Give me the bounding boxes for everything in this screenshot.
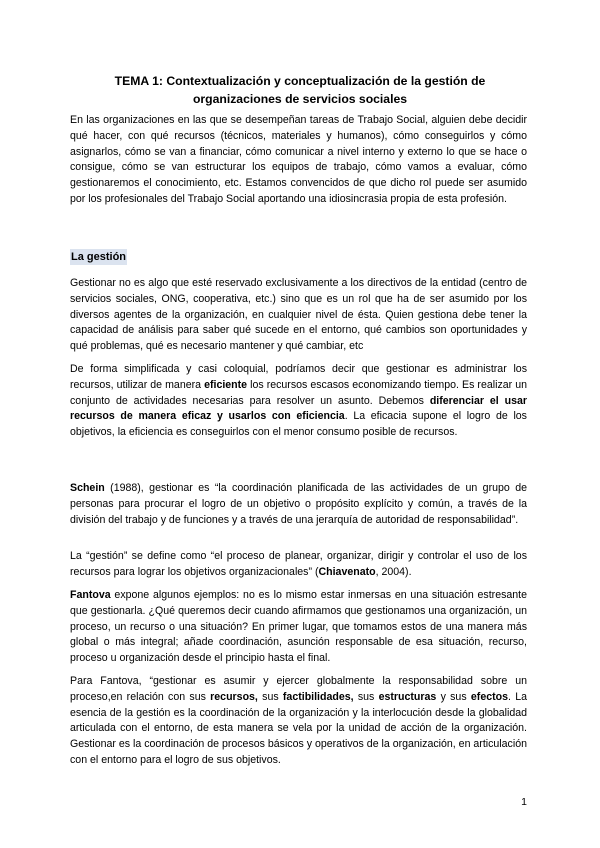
paragraph-fantova: Fantova expone algunos ejemplos: no es lo mismo estar inmersas en una situación estresante que gestionarla. ¿Qué queremos decir cuando afirmamos que gestionamos una organización, un proceso, un recurso o una situación? En primer lugar, que tomamos estos de una manera más global o más integral; añade coordinación, asunción responsable de esa situación, recurso, proceso u organización desde el principio hasta el final. bbox=[70, 589, 527, 665]
intro-paragraph: En las organizaciones en las que se desempeñan tareas de Trabajo Social, alguien debe decidir qué hacer, con qué recursos (técnicos, materiales y humanos), cómo conseguirlos y cómo asignarlos, cómo se van a financiar, cómo comunicar a nivel interno y externo lo que se hace o consigue, cómo se van estructurar los equipos de trabajo, cómo vamos a evaluar, cómo gestionaremos el conocimiento, etc. Estamos convencidos de que dicho rol puede ser asumido por los profesionales del Trabajo Social aportando una idiosincrasia propia de esta profesión. bbox=[70, 114, 527, 205]
paragraph-gestionar: Gestionar no es algo que esté reservado exclusivamente a los directivos de la entidad (centro de servicios sociales, ONG, cooperativa, etc.) sino que es un rol que ha de ser asumido por los diversos agentes de la organización, en cualquier nivel de ésta. Quien gestiona debe tener la capacidad de análisis para saber qué sucede en el entorno, qué cambios son oportunidades y qué problemas, qué es necesario mantener y qué cambiar, etc bbox=[70, 277, 527, 353]
page-number: 1 bbox=[521, 796, 527, 808]
title-line-1: TEMA 1: Contextualización y conceptualización de la gestión de bbox=[114, 74, 486, 88]
bold-schein: Schein bbox=[70, 482, 105, 494]
bold-diferenciar: diferenciar el usar recursos de manera eficaz y usarlos con eficiencia bbox=[70, 394, 527, 423]
document-title bbox=[70, 72, 530, 108]
bold-recursos: recursos, bbox=[210, 690, 258, 703]
paragraph-chiavenato: La “gestión” se define como “el proceso de planear, organizar, dirigir y controlar el uso de los recursos para lograr los objetivos organizacionales” (Chiavenato, 2004). bbox=[70, 550, 527, 578]
bold-eficiente: eficiente bbox=[204, 378, 248, 391]
title-line-2: organizaciones de servicios sociales bbox=[192, 92, 408, 106]
paragraph-forma-simplificada: De forma simplificada y casi coloquial, podríamos decir que gestionar es administrar los recursos, utilizar de manera eficiente los recursos escasos economizando tiempo. Es realizar un conjunto de actividades necesarias para resolver un asunto. Debemos diferenciar el usar recursos de manera eficaz y usarlos con eficiencia. La eficacia supone el logro de los objetivos, la eficiencia es conseguirlos con el menor consumo posible de recursos. bbox=[70, 363, 527, 439]
bold-estructuras: estructuras bbox=[378, 690, 437, 703]
section-heading: La gestión bbox=[71, 251, 127, 263]
bold-efectos: efectos bbox=[470, 690, 508, 703]
bold-chiavenato: Chiavenato bbox=[318, 565, 376, 578]
paragraph-para-fantova: Para Fantova, “gestionar es asumir y ejercer globalmente la responsabilidad sobre un proceso,en relación con sus recursos, sus factibilidades, sus estructuras y sus efectos. La esencia de la gestión es la coordinación de la organización y la interlocución desde la globalidad articulada con el entorno, de esta manera se vela por la unidad de acción de la organización. Gestionar es la coordinación de procesos básicos y operativos de la organización, en articulación con el entorno para el logro de sus objetivos. bbox=[70, 675, 527, 766]
bold-factibilidades: factibilidades, bbox=[282, 690, 354, 703]
paragraph-schein: Schein (1988), gestionar es “la coordinación planificada de las actividades de un grupo de personas para procurar el logro de un objetivo o propósito explícito y común, a través de la división del trabajo y de funciones y a través de una jerarquía de autoridad de responsabilidad”. bbox=[70, 482, 527, 526]
bold-fantova: Fantova bbox=[70, 589, 111, 601]
